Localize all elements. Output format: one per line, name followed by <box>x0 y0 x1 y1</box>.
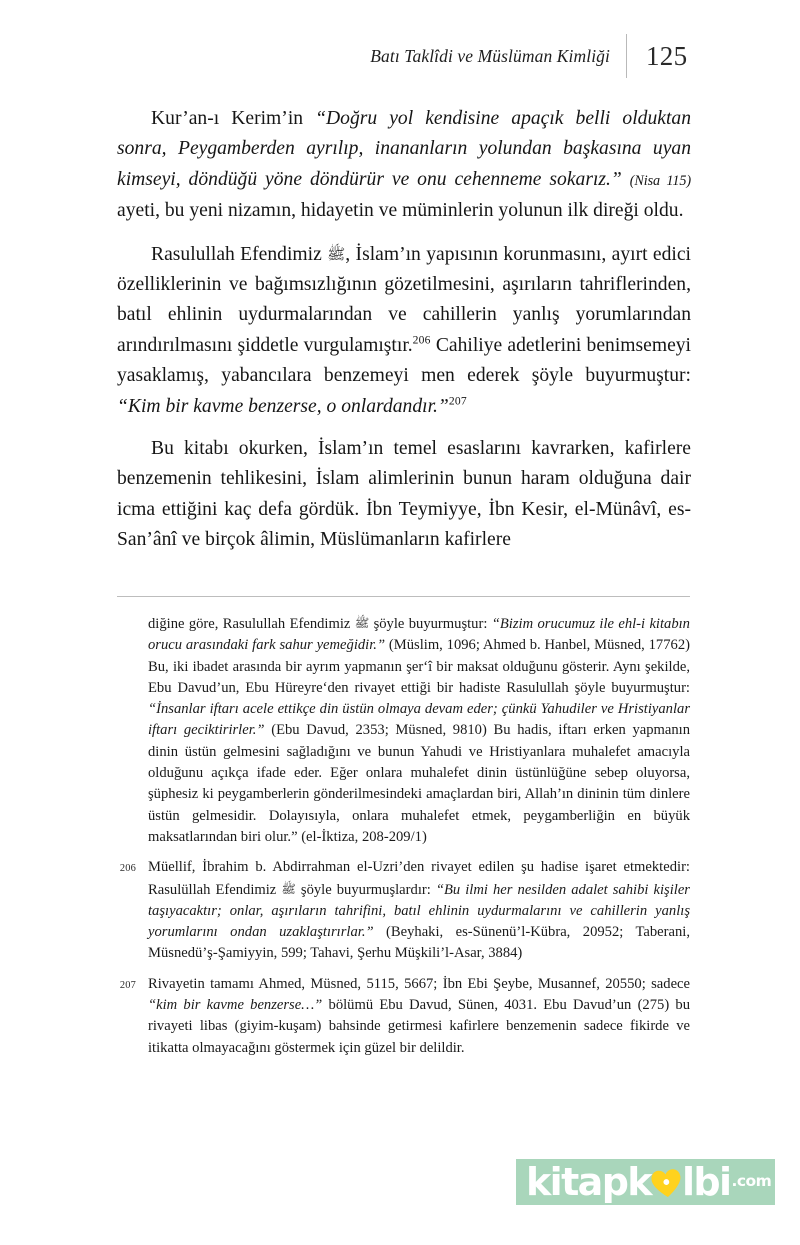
text-run: Bu kitabı okurken, İslam’ın temel esaslarını kavrarken, kafirlere benzemenin tehlikesini, İslam alimlerinin bunun haram olduğuna dair icma ettiğini kaç defa gördük. İbn Teymiyye, İbn Kesir, el-Münâvî, es-San’ânî ve birçok âlimin, Müslümanların kafirlere <box>117 438 691 551</box>
footnote-number: 206 <box>119 863 136 875</box>
body-text <box>117 104 691 558</box>
watermark-text-after: lbi <box>681 1160 731 1204</box>
quoted-text: “Bizim orucumuz ile ehl-i kitabın orucu arasındaki fark sahur yemeğidir.” <box>148 616 690 654</box>
text-run: bölümü Ebu Davud, Sünen, 4031. Ebu Davud’un (275) bu rivayeti libas (giyim-kuşam) bahsinde getirmesi kafirlere benzemenin sadece fikirde ve itikatta olmayacağını göstermek için güzel bir delildir. <box>148 997 690 1056</box>
quoted-text: “kim bir kavme benzerse…” <box>148 997 323 1014</box>
text-run: şöyle buyurmuştur: <box>369 616 492 632</box>
text-run: şöyle buyurmuşlardır: <box>295 881 436 898</box>
footnote-number: 207 <box>119 979 136 991</box>
body-paragraph <box>117 104 691 227</box>
page-number: 125 <box>646 40 688 71</box>
quoted-text: “İnsanlar iftarı acele ettikçe din üstün olmaya devam eder; çünkü Yahudiler ve Hristiyanlar iftarı geciktirirler.” <box>148 701 690 739</box>
text-run: Cahiliye adetlerini benimsemeyi yasaklamış, yabancılara benzemeyi men ederek şöyle buyurmuştur: <box>117 334 692 387</box>
text-run: Müellif, İbrahim b. Abdirrahman el-Uzri’den rivayet edilen şu hadise işaret etmektedir: Rasulüllah Efendimiz <box>148 859 690 898</box>
running-header <box>117 33 690 79</box>
header-divider <box>626 34 627 78</box>
footnotes-section <box>108 613 690 1059</box>
footnote-entry <box>108 857 690 964</box>
quoted-text: “Bu ilmi her nesilden adalet sahibi kişiler taşıyacaktır; onlar, aşırıların tahrifini, batıl ehlinin uydurmalarını ve cahillerin yanlış yorumlarını ondan uzaklaştırırlar.” <box>148 881 690 941</box>
text-run: ayeti, bu yeni nizamın, hidayetin ve müminlerin yolunun ilk direği oldu. <box>117 200 684 222</box>
body-paragraph <box>117 434 691 556</box>
text-run: (Müslim, 1096; Ahmed b. Hanbel, Müsned, 17762) Bu, iki ibadet arasında bir ayrım yapmanın şer‘î bir maksat olduğunu gösterir. Aynı şekilde, Ebu Davud’un, Ebu Hüreyre‘den rivayet ettiği bir hadiste Rasulullah şöyle buyurmuştur: <box>148 637 690 696</box>
text-run: , İslam’ın yapısının korunmasını, ayırt edici özelliklerinin ve bağımsızlığının gözetilmesini, aşırıların tahriflerinden, batıl ehlinin uydurmalarından ve cahillerin yanlış yorumlarından arındırılmasını şiddetle vurgulamıştır. <box>117 243 691 356</box>
quoted-text: “Doğru yol kendisine apaçık belli olduktan sonra, Peygamberden ayrılıp, inananların yolundan başkasına uyan kimseyi, döndüğü yöne döndürür ve onu cehenneme sokarız.” <box>117 108 692 190</box>
watermark-tld: .com <box>731 1172 772 1190</box>
text-run: diğine göre, Rasulullah Efendimiz <box>148 616 355 632</box>
salawat-glyph-icon: ﷺ <box>327 244 346 263</box>
text-run: Kur’an-ı Kerim’in <box>151 108 316 129</box>
watermark-wordmark <box>526 1160 772 1204</box>
watermark-text-before: kitapk <box>526 1160 651 1204</box>
text-run: Rivayetin tamamı Ahmed, Müsned, 5115, 5667; İbn Ebi Şeybe, Musannef, 20550; sadece <box>148 975 690 992</box>
salawat-glyph-icon: ﷺ <box>281 881 296 896</box>
text-run: (Beyhaki, es-Sünenü’l-Kübra, 20952; Taberani, Müsnedü’ş-Şamiyyin, 599; Tahavi, Şerhu Müşkili’l-Asar, 3884) <box>148 924 690 962</box>
watermark-logo <box>516 1159 775 1205</box>
footnote-reference: 207 <box>448 394 467 408</box>
heart-icon <box>650 1167 684 1199</box>
body-paragraph <box>117 239 691 422</box>
salawat-glyph-icon: ﷺ <box>354 616 370 630</box>
text-run: (Ebu Davud, 2353; Müsned, 9810) Bu hadis, iftarı erken yapmanın dinin üstün gelmesini sağladığını ve bunun Yahudi ve Hristiyanlara muhalefet amacıyla olduğunu açıkça ifade eder. Eğer onlara muhalefet dinin üstünlüğüne sebep oluyorsa, şüphesiz ki peygamberlerin gönderilmesindeki amaçlardan biri, Allah’ın dininin tüm dinlere üstün gelmesidir. Dolayısıyla, onlara muhalefet etmek, peygamberliğin en büyük maksatlarından biri olur.” (el-İktiza, 208-209/1) <box>148 722 691 845</box>
page-title: Batı Taklîdi ve Müslüman Kimliği <box>370 45 610 66</box>
footnote-entry <box>108 613 690 848</box>
footnote-entry <box>108 974 690 1059</box>
text-run: Rasulullah Efendimiz <box>151 243 328 265</box>
source-reference: (Nisa 115) <box>629 172 691 189</box>
footnote-reference: 206 <box>412 333 431 347</box>
quoted-text: “Kim bir kavme benzerse, o onlardandır.” <box>117 395 449 417</box>
footnote-separator <box>117 596 690 597</box>
